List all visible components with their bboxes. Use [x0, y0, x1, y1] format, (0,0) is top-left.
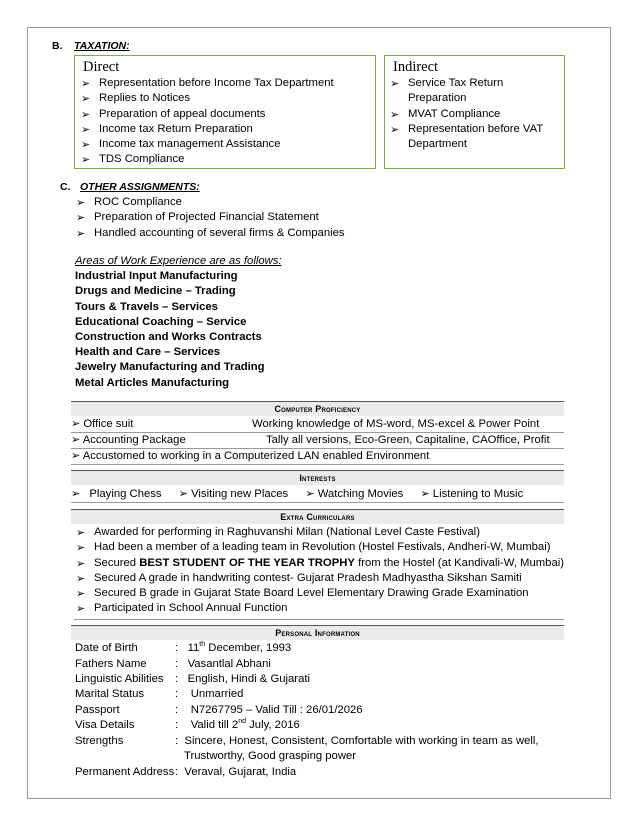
arrow-bullet-icon: ➢: [178, 487, 188, 500]
computer-row-office: [71, 416, 564, 433]
extra-curriculars-header: Extra Curriculars: [71, 509, 564, 524]
arrow-bullet-icon: ➢: [71, 487, 81, 500]
interest-item: Playing Chess: [89, 488, 162, 500]
list-item: ➢ Preparation of appeal documents: [79, 107, 375, 122]
pi-key: Linguistic Abilities: [75, 673, 164, 685]
direct-title: Direct: [83, 59, 120, 75]
list-item: ➢ MVAT Compliance: [388, 107, 560, 122]
extra-list-block: [74, 525, 564, 620]
area-item: Tours & Travels – Services: [75, 300, 218, 313]
pi-key: Permanent Address: [75, 766, 175, 778]
list-item: ➢ Participated in School Annual Function: [74, 601, 564, 616]
row-name: Office suit: [83, 418, 134, 430]
row-detail: Tally all versions, Eco-Green, Capitaline, CAOffice, Profit: [266, 434, 550, 446]
taxation-heading: [52, 40, 130, 52]
list-item: ➢ Preparation of Projected Financial Statement: [74, 210, 345, 225]
interest-item: Listening to Music: [432, 488, 524, 500]
computer-row-env: [71, 448, 564, 465]
other-list: [74, 195, 345, 241]
arrow-bullet-icon: ➢: [420, 487, 430, 500]
pi-key: Passport: [75, 704, 120, 716]
list-item: ➢ Service Tax Return Preparation: [388, 76, 560, 107]
area-item: Metal Articles Manufacturing: [75, 376, 229, 389]
direct-box: [74, 55, 376, 169]
interests-header: Interests: [71, 470, 564, 485]
indirect-list: [385, 76, 560, 152]
computer-row-accounting: [71, 432, 564, 449]
pi-key: Marital Status: [75, 688, 145, 700]
area-item: Drugs and Medicine – Trading: [75, 285, 236, 298]
section-title: OTHER ASSIGNMENTS:: [80, 181, 200, 193]
area-item: Industrial Input Manufacturing: [75, 270, 238, 283]
list-item: ➢ Secured A grade in handwriting contest- Gujarat Pradesh Madhyastha Sikshan Samiti: [74, 571, 564, 586]
arrow-bullet-icon: ➢: [305, 487, 315, 500]
pi-value: : Sincere, Honest, Consistent, Comfortable with working in team as well,: [175, 735, 539, 747]
indirect-box: [384, 55, 565, 169]
areas-of-work: [75, 254, 282, 391]
area-item: Jewelry Manufacturing and Trading: [75, 361, 265, 374]
indirect-title: Indirect: [393, 59, 439, 75]
pi-value: : Veraval, Gujarat, India: [175, 766, 297, 778]
pi-value: : 11th December, 1993: [175, 641, 292, 654]
list-item: ➢ Income tax Return Preparation: [79, 122, 375, 137]
list-item: ➢ Secured B grade in Gujarat State Board Level Elementary Drawing Grade Examination: [74, 586, 564, 601]
list-item: ➢ Had been a member of a leading team in Revolution (Hostel Festivals, Andheri-W, Mumbai): [74, 540, 564, 555]
other-heading: [60, 181, 200, 193]
pi-value: : Valid till 2nd July, 2016: [175, 718, 300, 731]
list-item: ➢ ROC Compliance: [74, 195, 345, 210]
personal-info-header: Personal Information: [71, 625, 564, 640]
pi-key: Strengths: [75, 735, 124, 747]
area-item: Educational Coaching – Service: [75, 315, 247, 328]
list-item: ➢ Income tax management Assistance: [79, 137, 375, 152]
arrow-bullet-icon: ➢: [71, 417, 81, 430]
pi-value: : English, Hindi & Gujarati: [175, 673, 311, 685]
list-item: ➢ Awarded for performing in Raghuvanshi Milan (National Level Caste Festival): [74, 525, 564, 540]
pi-value: : Vasantlal Abhani: [175, 658, 271, 670]
pi-value: : Unmarried: [175, 688, 244, 700]
row-detail: Working knowledge of MS-word, MS-excel & Power Point: [252, 418, 540, 430]
pi-key: Date of Birth: [75, 642, 138, 654]
pi-key: Visa Details: [75, 719, 135, 731]
list-item: ➢ Representation before VAT Department: [388, 122, 560, 153]
area-item: Construction and Works Contracts: [75, 331, 262, 344]
row-detail: Accustomed to working in a Computerized LAN enabled Environment: [82, 450, 430, 462]
other-list-block: [74, 195, 345, 241]
arrow-bullet-icon: ➢: [71, 433, 81, 446]
list-item: ➢ TDS Compliance: [79, 152, 375, 167]
interests-row: [71, 486, 564, 503]
section-label: C.: [60, 181, 71, 193]
extra-list: [74, 525, 564, 617]
section-label: B.: [52, 40, 63, 52]
pi-key: Fathers Name: [75, 658, 147, 670]
row-name: Accounting Package: [82, 434, 186, 446]
computer-proficiency-header: Computer Proficiency: [71, 401, 564, 416]
interest-item: Visiting new Places: [191, 488, 289, 500]
list-item: ➢ Replies to Notices: [79, 91, 375, 106]
interest-item: Watching Movies: [317, 488, 404, 500]
pi-value: Trustworthy, Good grasping power: [184, 750, 357, 762]
arrow-bullet-icon: ➢: [71, 449, 81, 462]
pi-value: : N7267795 – Valid Till : 26/01/2026: [175, 704, 363, 716]
section-title: TAXATION:: [74, 40, 130, 52]
areas-heading: Areas of Work Experience are as follows:: [75, 255, 282, 267]
list-item: ➢ Secured BEST STUDENT OF THE YEAR TROPHY from the Hostel (at Kandivali-W, Mumbai): [74, 556, 564, 571]
direct-list: [75, 76, 375, 168]
list-item: ➢ Representation before Income Tax Department: [79, 76, 375, 91]
area-item: Health and Care – Services: [75, 346, 221, 359]
list-item: ➢ Handled accounting of several firms & Companies: [74, 226, 345, 241]
